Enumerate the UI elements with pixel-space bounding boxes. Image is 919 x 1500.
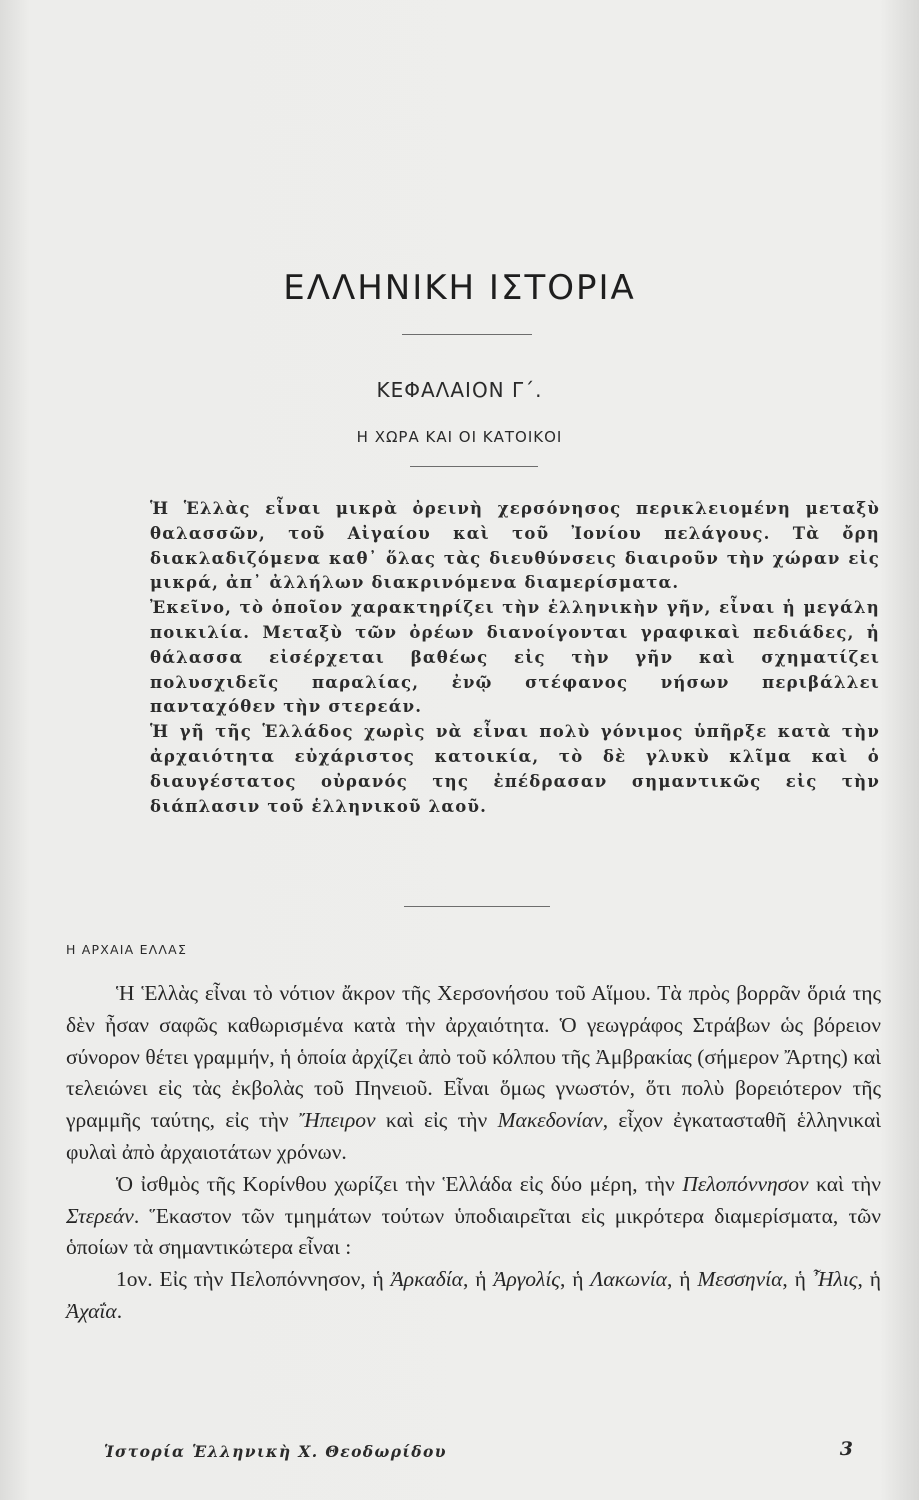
chapter-subtitle: Η ΧΩΡΑ ΚΑΙ ΟΙ ΚΑΤΟΙΚΟΙ [356, 428, 563, 446]
place-name: Ἀχαΐα [66, 1298, 117, 1323]
intro-paragraph: Ἐκεῖνο, τὸ ὁποῖον χαρακτηρίζει τὴν ἑλληνικὴν γῆν, εἶναι ἡ μεγάλη ποικιλία. Μεταξὺ τῶν ὀρέων διανοίγονται γραφικαὶ πεδιάδες, ἡ θάλασσα εἰσέρχεται βαθέως εἰς τὴν γῆν καὶ σχηματίζει πολυσχιδεῖς παραλίας, ἐνῷ στέφανος νήσων περιβάλλει πανταχόθεν τὴν στερεάν. [150, 598, 880, 717]
intro-paragraph: Ἡ γῆ τῆς Ἑλλάδος χωρὶς νὰ εἶναι πολὺ γόνιμος ὑπῆρξε κατὰ τὴν ἀρχαιότητα εὐχάριστος κατοικία, τὸ δὲ γλυκὺ κλῖμα καὶ ὁ διαυγέστατος οὐρανός της ἐπέδρασαν σημαντικῶς εἰς τὴν διάπλασιν τοῦ ἑλληνικοῦ λαοῦ. [150, 722, 880, 816]
text-run: καὶ τὴν [808, 1171, 881, 1196]
place-name: Μακεδονίαν [497, 1108, 603, 1133]
body-paragraph [66, 978, 881, 1169]
text-run: , ἡ [782, 1267, 813, 1292]
place-name: Ἀργολίς [493, 1267, 561, 1292]
footer-book-title: Ἱστορία Ἑλληνικὴ Χ. Θεοδωρίδου [104, 1442, 447, 1461]
body-paragraph [66, 1169, 881, 1264]
text-run: Ἡ Ἑλλὰς εἶναι τὸ νότιον ἄκρον τῆς Χερσονήσου τοῦ Αἵμου. Τὰ πρὸς βορρᾶν ὅριά της δὲν ἦσαν σαφῶς καθωρισμένα κατὰ τὴν ἀρχαιότητα. Ὁ γεωγράφος Στράβων ὡς βόρειον σύνορον θέτει γραμμήν, ἡ ὁποία ἀρχίζει ἀπὸ τοῦ κόλπου τῆς Ἀμβρακίας (σήμερον Ἄρτης) καὶ τελειώνει εἰς τὰς ἐκβολὰς τοῦ Πηνειοῦ. Εἶναι ὅμως γνωστόν, ὅτι πολὺ βορειότερον τῆς γραμμῆς ταύτης, εἰς τὴν [66, 981, 881, 1133]
intro-paragraph: Ἡ Ἑλλὰς εἶναι μικρὰ ὀρεινὴ χερσόνησος περικλειομένη μεταξὺ θαλασσῶν, τοῦ Αἰγαίου καὶ τοῦ Ἰονίου πελάγους. Τὰ ὄρη διακλαδιζόμενα καθ᾿ ὅλας τὰς διευθύνσεις διαιροῦν τὴν χώραν εἰς μικρά, ἀπ᾿ ἀλλήλων διακρινόμενα διαμερίσματα. [150, 499, 880, 593]
text-run: . Ἕκαστον τῶν τμημάτων τούτων ὑποδιαιρεῖται εἰς μικρότερα διαμερίσματα, τῶν ὁποίων τὰ σημαντικώτερα εἶναι : [66, 1203, 881, 1260]
body-paragraph [66, 1264, 881, 1328]
text-run: 1ον. Εἰς τὴν Πελοπόννησον, ἡ [116, 1267, 391, 1292]
place-name: Μεσσηνία [697, 1267, 783, 1292]
text-run: , ἡ [857, 1267, 882, 1292]
text-run: καὶ εἰς τὴν [375, 1108, 498, 1133]
place-name: Πελοπόννησον [682, 1171, 809, 1196]
text-run: , εἶχον ἐγκατασταθῆ ἑλληνικαὶ φυλαὶ ἀπὸ ἀρχαιοτάτων χρόνων. [66, 1108, 881, 1164]
title-divider [402, 334, 532, 335]
intro-block [150, 497, 880, 819]
place-name: Ἦλις [812, 1267, 858, 1292]
page-title: ΕΛΛΗΝΙΚΗ ΙΣΤΟΡΙΑ [283, 268, 636, 308]
text-run: , ἡ [666, 1267, 698, 1292]
section-divider [404, 906, 550, 907]
place-name: Ἤπειρον [298, 1108, 376, 1133]
text-run: . [116, 1298, 123, 1323]
place-name: Ἀρκαδία [390, 1267, 463, 1292]
place-name: Λακωνία [590, 1267, 667, 1292]
chapter-heading: ΚΕΦΑΛΑΙΟΝ Γ΄. [376, 378, 543, 402]
body-text [66, 978, 881, 1328]
place-name: Στερεάν [66, 1203, 134, 1228]
section-heading: Η ΑΡΧΑΙΑ ΕΛΛΑΣ [66, 942, 188, 957]
page-number: 3 [839, 1438, 853, 1460]
text-run: , ἡ [560, 1267, 591, 1292]
text-run: Ὁ ἰσθμὸς τῆς Κορίνθου χωρίζει τὴν Ἑλλάδα εἰς δύο μέρη, τὴν [116, 1171, 683, 1196]
chapter-divider [410, 466, 538, 467]
text-run: , ἡ [462, 1267, 494, 1292]
